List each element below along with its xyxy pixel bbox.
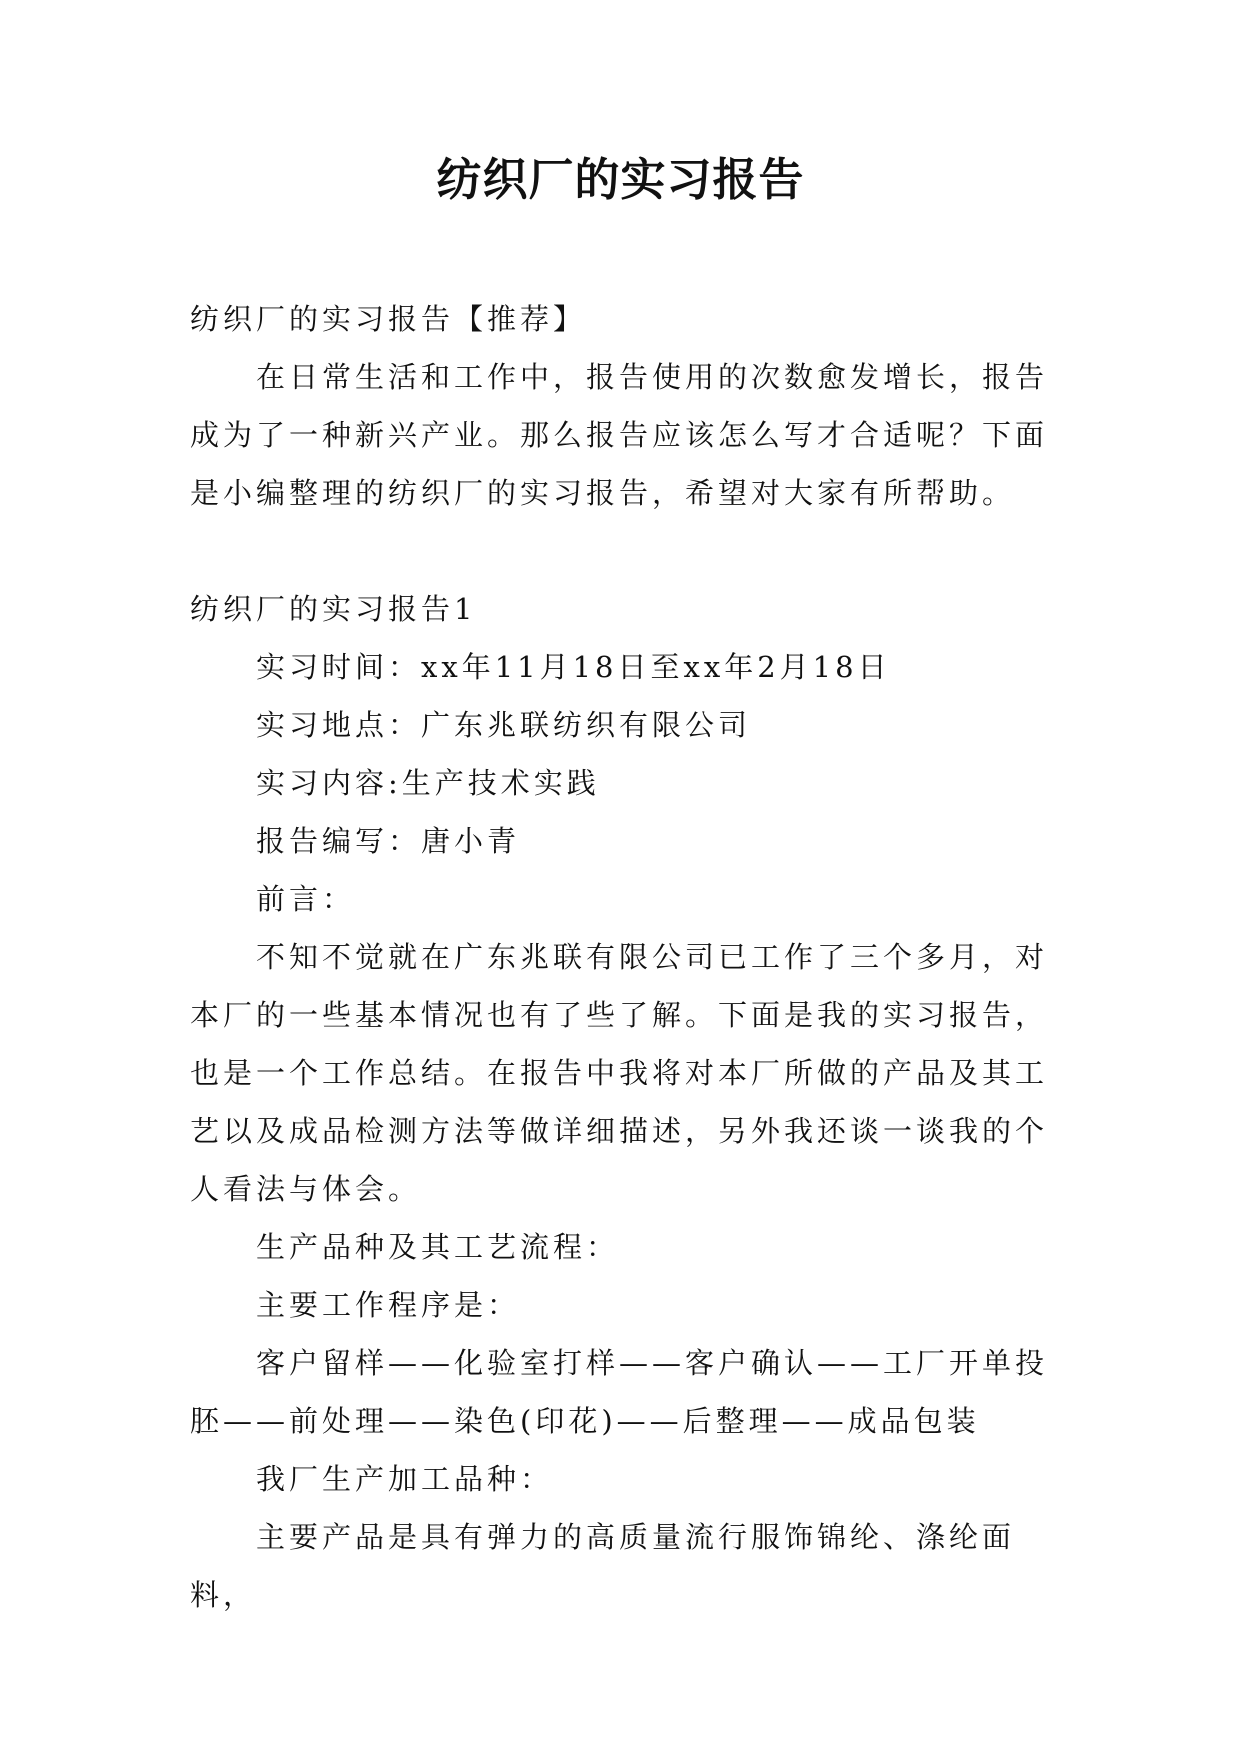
product-heading: 我厂生产加工品种： — [256, 1462, 554, 1496]
paragraph-spacer — [190, 522, 1050, 580]
preface-label: 前言： — [256, 882, 356, 916]
procedure-label: 主要工作程序是： — [256, 1288, 521, 1322]
document-title: 纺织厂的实习报告 — [436, 153, 805, 206]
preface-paragraph: 不知不觉就在广东兆联有限公司已工作了三个多月，对本厂的一些基本情况也有了些了解。下面是我的实习报告，也是一个工作总结。在报告中我将对本厂所做的产品及其工艺以及成品检测方法等做详细描述，另外我还谈一谈我的个人看法与体会。 — [190, 940, 1049, 1206]
internship-time: 实习时间：xx年11月18日至xx年2月18日 — [256, 650, 891, 684]
section-heading: 纺织厂的实习报告1 — [190, 592, 477, 626]
internship-content: 实习内容:生产技术实践 — [256, 766, 600, 800]
report-author: 报告编写：唐小青 — [256, 824, 521, 858]
document-subtitle: 纺织厂的实习报告【推荐】 — [190, 302, 587, 336]
document-body — [190, 290, 1050, 1624]
product-paragraph: 主要产品是具有弹力的高质量流行服饰锦纶、涤纶面料， — [190, 1520, 1016, 1612]
intro-paragraph: 在日常生活和工作中，报告使用的次数愈发增长，报告成为了一种新兴产业。那么报告应该怎么写才合适呢？下面是小编整理的纺织厂的实习报告，希望对大家有所帮助。 — [190, 360, 1049, 510]
process-heading: 生产品种及其工艺流程： — [256, 1230, 620, 1264]
procedure-flow: 客户留样——化验室打样——客户确认——工厂开单投胚——前处理——染色(印花)——后整理——成品包装 — [190, 1346, 1049, 1438]
internship-place: 实习地点：广东兆联纺织有限公司 — [256, 708, 752, 742]
